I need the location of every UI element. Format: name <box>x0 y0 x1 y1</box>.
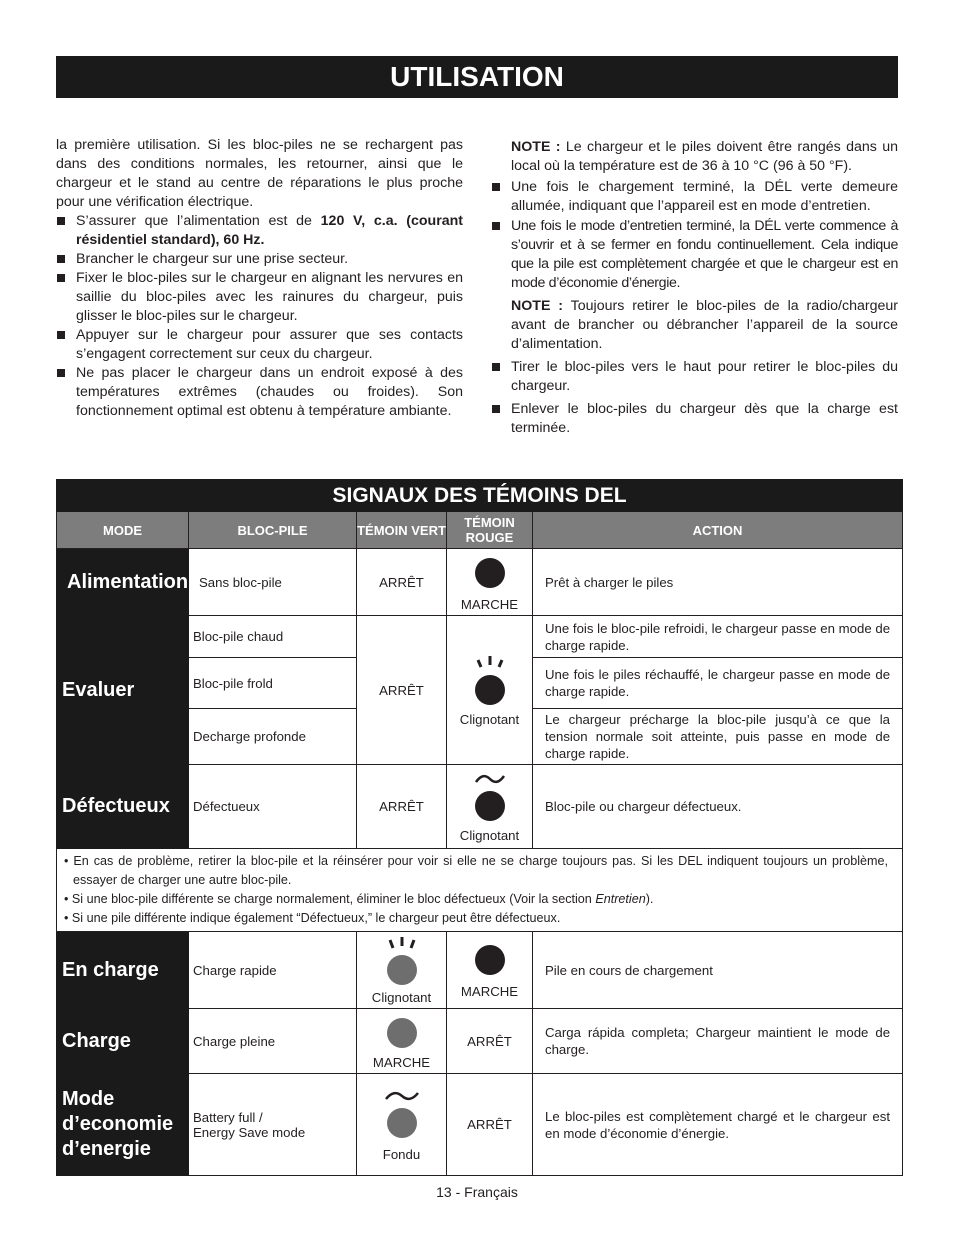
bloc-cell: Bloc-pile chaud <box>189 616 357 658</box>
green-led-state: MARCHE <box>372 1055 431 1070</box>
table-row <box>57 1009 903 1074</box>
action-cell: Une fois le bloc-pile refroidi, le chargeur passe en mode de charge rapide. <box>533 616 903 658</box>
left-column <box>56 136 463 421</box>
led-blinking-icon <box>475 791 505 821</box>
green-led-cell: ARRÊT <box>357 549 447 616</box>
red-led-cell: ARRÊT <box>447 1074 533 1176</box>
note-item: • En cas de problème, retirer la bloc-pile et la réinsérer pour voir si elle ne se charge toujours pas. Si les DEL indiquent toujours un problème, essayer de charger une autre bloc-pile. <box>64 854 889 887</box>
bullet-remove-after: Enlever le bloc-piles du chargeur dès que la charge est terminée. <box>491 400 898 438</box>
col-header-bloc: BLOC-PILE <box>189 512 357 549</box>
red-led-state: Clignotant <box>459 711 520 727</box>
right-column <box>491 136 898 438</box>
table-row <box>57 549 903 616</box>
blink-rays-icon <box>470 654 510 672</box>
bloc-cell: Sans bloc-pile <box>189 549 357 616</box>
led-signals-table <box>56 479 903 1176</box>
red-led-state: MARCHE <box>460 984 519 999</box>
red-led-cell <box>447 765 533 849</box>
mode-label: Charge <box>57 1009 189 1074</box>
mode-label: Alimentation <box>57 549 189 616</box>
bullet-press: Appuyer sur le chargeur pour assurer que ses contacts s’engagent correctement sur ceux du chargeur. <box>56 326 463 364</box>
col-header-rouge: TÉMOIN ROUGE <box>447 512 533 549</box>
col-header-vert: TÉMOIN VERT <box>357 512 447 549</box>
bloc-cell: Charge rapide <box>189 932 357 1009</box>
bullet-voltage: S’assurer que l’alimentation est de 120 V, c.a. (courant résidentiel standard), 60 Hz. <box>56 212 463 250</box>
bullet-green-led-on: Une fois le chargement terminé, la DÉL verte demeure allumée, indiquant que l’appareil est en mode d’entretien. <box>491 178 898 216</box>
red-led-cell <box>447 616 533 765</box>
page-footer: 13 - Français <box>436 1184 518 1200</box>
green-led-state: Clignotant <box>371 989 432 1005</box>
green-led-cell: ARRÊT <box>357 765 447 849</box>
green-led-cell <box>357 1074 447 1176</box>
action-cell: Prêt à charger le piles <box>533 549 903 616</box>
led-on-icon <box>387 1018 417 1048</box>
note-item: • Si une pile différente indique également “Défectueux,” le chargeur peut être défectueux. <box>64 911 561 925</box>
led-on-icon <box>475 558 505 588</box>
col-header-mode: MODE <box>57 512 189 549</box>
led-fading-icon <box>387 1108 417 1138</box>
bloc-cell: Decharge profonde <box>189 709 357 765</box>
red-led-cell <box>447 932 533 1009</box>
led-blinking-icon <box>387 955 417 985</box>
mode-label: Evaluer <box>57 616 189 765</box>
red-led-cell: ARRÊT <box>447 1009 533 1074</box>
mode-label: En charge <box>57 932 189 1009</box>
right-bullet-list-2 <box>491 358 898 438</box>
green-led-cell <box>357 932 447 1009</box>
note-item: • Si une bloc-pile différente se charge normalement, éliminer le bloc défectueux (Voir la section Entretien). <box>64 892 654 906</box>
action-cell: Carga rápida completa; Chargeur maintient le mode de charge. <box>533 1009 903 1074</box>
bloc-cell: Charge pleine <box>189 1009 357 1074</box>
red-led-cell <box>447 549 533 616</box>
red-led-state: MARCHE <box>460 597 519 612</box>
led-on-icon <box>475 945 505 975</box>
green-led-cell: ARRÊT <box>357 616 447 765</box>
led-blinking-icon <box>475 675 505 705</box>
red-led-state: Clignotant <box>459 828 520 843</box>
wave-icon <box>380 1087 424 1105</box>
table-row <box>57 616 903 658</box>
action-cell: Le bloc-piles est complètement chargé et le chargeur est en mode d’économie d’énergie. <box>533 1074 903 1176</box>
mode-label: Mode d’economie d’energie <box>57 1074 189 1176</box>
note-remove: NOTE : Toujours retirer le bloc-piles de la radio/chargeur avant de brancher ou débrancher l’appareil de la source d’alimentation. <box>511 298 898 352</box>
action-cell: Pile en cours de chargement <box>533 932 903 1009</box>
table-title: SIGNAUX DES TÉMOINS DEL <box>57 480 903 512</box>
bullet-plug: Brancher le chargeur sur une prise secteur. <box>56 250 463 269</box>
table-row <box>57 932 903 1009</box>
intro-paragraph: la première utilisation. Si les bloc-piles ne se rechargent pas dans des conditions normales, les retourner, ainsi que le chargeur et le stand au centre de réparations le plus proche pour une vérification électrique. <box>56 137 463 210</box>
action-cell: Le chargeur précharge la bloc-pile jusqu’à ce que la tension normale soit atteinte, puis passe en mode de charge rapide. <box>533 709 903 765</box>
green-led-state: Fondu <box>382 1147 421 1162</box>
table-row <box>57 1074 903 1176</box>
right-bullet-list-1 <box>491 178 898 293</box>
notes-row <box>57 849 903 932</box>
bullet-pull-up: Tirer le bloc-piles vers le haut pour retirer le bloc-piles du chargeur. <box>491 358 898 396</box>
table-header-row <box>57 512 903 549</box>
mode-label: Défectueux <box>57 765 189 849</box>
green-led-cell <box>357 1009 447 1074</box>
table-row <box>57 765 903 849</box>
bloc-cell: Battery full / Energy Save mode <box>189 1074 357 1176</box>
bullet-temperature: Ne pas placer le chargeur dans un endroit exposé à des températures extrêmes (chaudes ou froides). Son fonctionnement optimal est obtenu à température ambiante. <box>56 364 463 421</box>
action-cell: Une fois le piles réchauffé, le chargeur passe en mode de charge rapide. <box>533 658 903 709</box>
action-cell: Bloc-pile ou chargeur défectueux. <box>533 765 903 849</box>
notes-cell <box>57 849 903 932</box>
note-storage: NOTE : Le chargeur et le piles doivent être rangés dans un local où la température est de 36 à 10 °C (96 à 50 °F). <box>511 139 899 174</box>
bloc-cell: Bloc-pile frold <box>189 658 357 709</box>
bullet-attach: Fixer le bloc-piles sur le chargeur en alignant les nervures en saillie du bloc-piles avec les rainures du chargeur, puis glisser le bloc-piles sur le chargeur. <box>56 269 463 326</box>
wave-icon <box>470 770 510 788</box>
bloc-cell: Défectueux <box>189 765 357 849</box>
left-bullet-list <box>56 212 463 421</box>
col-header-action: ACTION <box>533 512 903 549</box>
section-banner: UTILISATION <box>56 56 898 98</box>
bullet-green-led-fade: Une fois le mode d’entretien terminé, la DÉL verte commence à s’ouvrir et à se fermer en fondu continuellement. Cela indique que la pile est complètement chargée et que le chargeur est en mode d’économie d’énergie. <box>491 217 898 293</box>
blink-rays-icon <box>382 936 422 952</box>
